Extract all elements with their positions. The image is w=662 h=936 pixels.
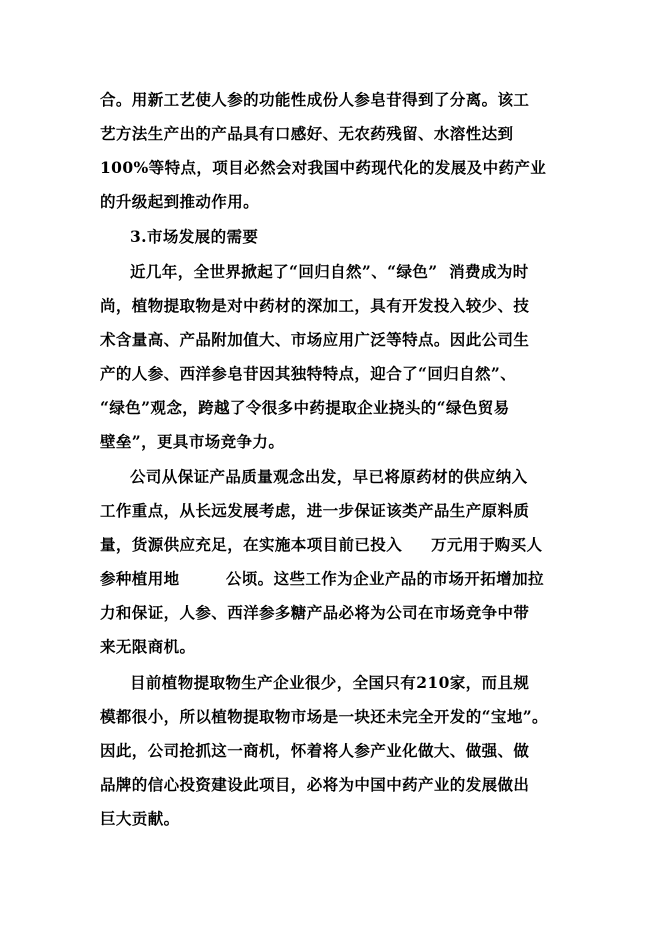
paragraph-2-line-6: 壁垒”，更具市场竞争力。 [100, 432, 285, 451]
paragraph-1-line-2: 艺方法生产出的产品具有口感好、无农药残留、水溶性达到 [100, 124, 514, 143]
paragraph-2-line-5: “绿色”观念，跨越了令很多中药提取企业挠头的“绿色贸易 [100, 398, 510, 417]
paragraph-4-line-5: 巨大贡献。 [100, 809, 180, 828]
paragraph-3-line-4: 参种植用地 公顷。这些工作为企业产品的市场开拓增加拉 [100, 569, 544, 588]
paragraph-1-line-1: 合。用新工艺使人参的功能性成份人参皂苷得到了分离。该工 [100, 90, 530, 109]
paragraph-2-line-2: 尚，植物提取物是对中药材的深加工，具有开发投入较少、技 [100, 296, 530, 315]
paragraph-1-line-3: 100%等特点，项目必然会对我国中药现代化的发展及中药产业 [100, 158, 547, 177]
paragraph-3-line-5: 力和保证，人参、西洋参多糖产品必将为公司在市场竞争中带 [100, 603, 530, 622]
paragraph-3-line-1: 公司从保证产品质量观念出发，早已将原药材的供应纳入 [130, 467, 528, 486]
paragraph-2-line-3: 术含量高、产品附加值大、市场应用广泛等特点。因此公司生 [100, 330, 530, 349]
paragraph-4-line-3: 因此，公司抢抓这一商机，怀着将人参产业化做大、做强、做 [100, 741, 530, 760]
paragraph-2-line-1: 近几年，全世界掀起了“回归自然”、“绿色” 消费成为时 [130, 262, 529, 281]
paragraph-2-line-4: 产的人参、西洋参皂苷因其独特特点，迎合了“回归自然”、 [100, 364, 517, 383]
paragraph-3-line-6: 来无限商机。 [100, 637, 196, 656]
paragraph-4-line-2: 模都很小，所以植物提取物市场是一块还未完全开发的“宝地”。 [100, 707, 548, 726]
paragraph-1-line-4: 的升级起到推动作用。 [100, 192, 260, 211]
section-heading: 3.市场发展的需要 [130, 227, 259, 246]
paragraph-4-line-1: 目前植物提取物生产企业很少，全国只有210家，而且规 [130, 673, 530, 692]
paragraph-4-line-4: 品牌的信心投资建设此项目，必将为中国中药产业的发展做出 [100, 775, 530, 794]
paragraph-3-line-2: 工作重点，从长远发展考虑，进一步保证该类产品生产原料质 [100, 501, 530, 520]
paragraph-3-line-3: 量，货源供应充足，在实施本项目前已投入 万元用于购买人 [100, 535, 543, 554]
